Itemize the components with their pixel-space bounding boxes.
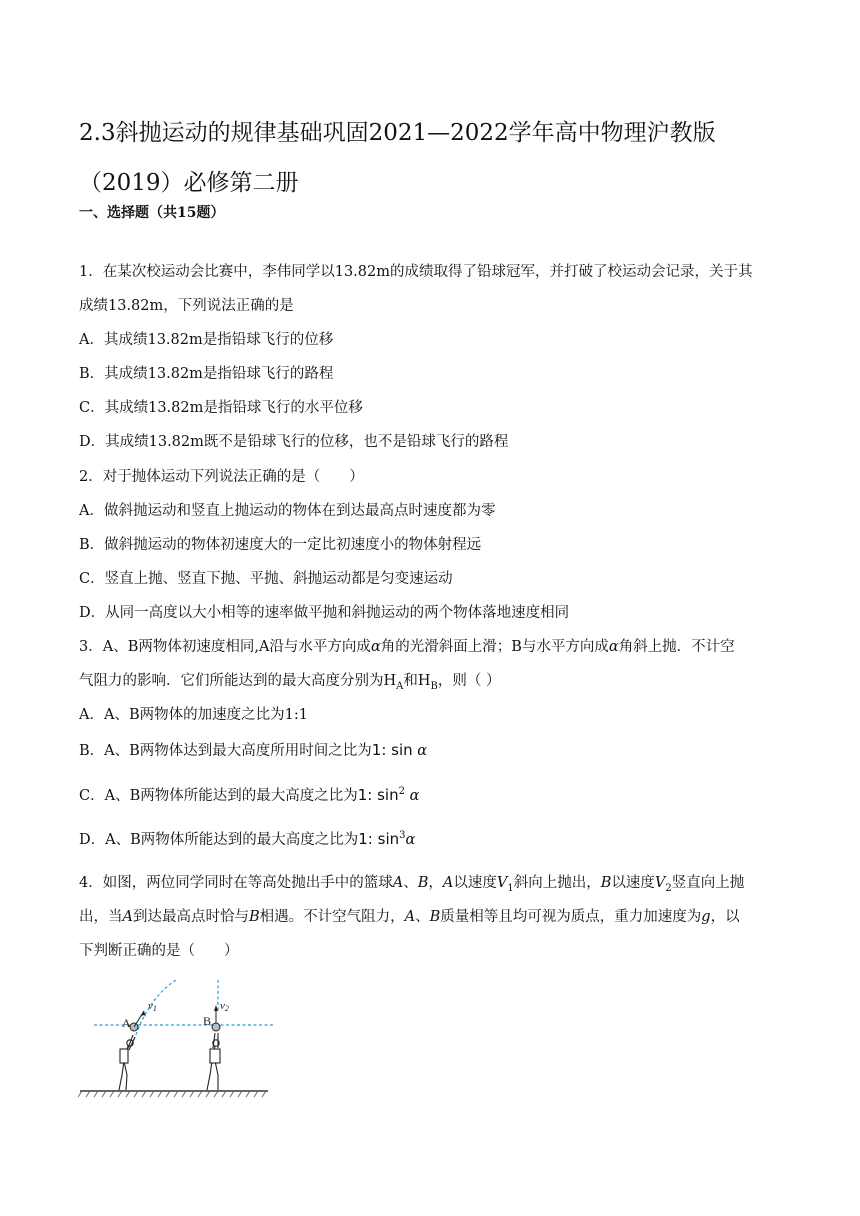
q2-option-a: A．做斜抛运动和竖直上抛运动的物体在到达最高点时速度都为零: [79, 503, 496, 519]
q4-stem-line3: 下判断正确的是（ ）: [79, 943, 239, 959]
q2-option-d: D．从同一高度以大小相等的速率做平抛和斜抛运动的两个物体落地速度相同: [79, 605, 570, 621]
label-v1: v1: [148, 1000, 157, 1013]
q1-stem-line2: 成绩13.82m，下列说法正确的是: [79, 298, 294, 314]
ball-b: [212, 1023, 220, 1031]
q1-option-c: C．其成绩13.82m是指铅球飞行的水平位移: [79, 400, 363, 416]
q2-option-c: C．竖直上抛、竖直下抛、平抛、斜抛运动都是匀变速运动: [79, 571, 453, 587]
label-a: A: [122, 1016, 131, 1030]
trajectory-arc: [134, 980, 218, 1040]
alpha-symbol: α: [370, 639, 381, 655]
q1-option-b: B．其成绩13.82m是指铅球飞行的路程: [79, 366, 334, 382]
q2-stem: 2．对于抛体运动下列说法正确的是（ ）: [79, 469, 364, 485]
q3-stem-line2: 气阻力的影响．它们所能达到的最大高度分别为$H_A$和$H_B$，则（ ）: [79, 673, 501, 692]
q1-option-d: D．其成绩13.82m既不是铅球飞行的位移，也不是铅球飞行的路程: [79, 434, 509, 450]
q1-stem-line1: 1．在某次校运动会比赛中，李伟同学以13.82m的成绩取得了铅球冠军，并打破了校运动会记录，关于其: [79, 264, 753, 280]
q2-option-b: B．做斜抛运动的物体初速度大的一定比初速度小的物体射程远: [79, 537, 482, 553]
q3-option-c: C．A、B两物体所能达到的最大高度之比为1: $\sin^2 \alpha$: [79, 785, 420, 804]
section-heading: 一、选择题（共15题）: [79, 205, 225, 221]
label-b: B: [203, 1014, 212, 1028]
person-b-figure: [207, 1033, 220, 1090]
basketball-figure: [78, 980, 274, 1120]
person-a-figure: [119, 1035, 135, 1090]
page-title: 2.3斜抛运动的规律基础巩固2021—2022学年高中物理沪教版（2019）必修第二册: [79, 120, 716, 196]
q3-stem-line1: 3．A、B两物体初速度相同,A沿与水平方向成α角的光滑斜面上滑；B与水平方向成α角斜上抛．不计空: [79, 639, 735, 655]
label-v2: v2: [220, 1000, 229, 1013]
q3-option-d: D．A、B两物体所能达到的最大高度之比为1: $\sin^3\alpha$: [79, 829, 416, 848]
alpha-symbol: α: [608, 639, 619, 655]
q3-option-a: A．A、B两物体的加速度之比为1:1: [79, 707, 308, 723]
q4-stem-line2: 出，当A到达最高点时恰与B相遇。不计空气阻力，A、B质量相等且均可视为质点，重力加速度为g，以: [79, 909, 740, 925]
q4-stem-line1: 4．如图，两位同学同时在等高处抛出手中的篮球A、B，A以速度$V_1$斜向上抛出，B以速度$V_2$竖直向上抛: [79, 875, 745, 894]
q3-option-b: B．A、B两物体达到最大高度所用时间之比为1: sin α: [79, 741, 428, 759]
ground-hatching: [78, 1091, 266, 1097]
q1-option-a: A．其成绩13.82m是指铅球飞行的位移: [79, 332, 334, 348]
